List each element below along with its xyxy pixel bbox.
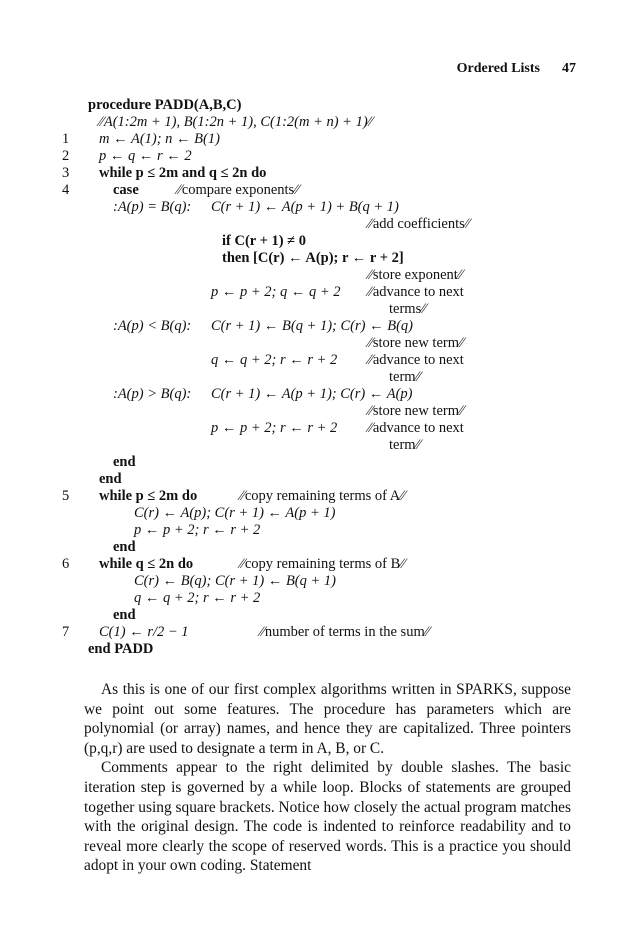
code-line: p ← p + 2; r ← r + 2 <box>134 522 261 538</box>
code-comment: term⁄⁄ <box>389 437 421 453</box>
line-number: 2 <box>62 148 70 164</box>
code-line: C(r) ← B(q); C(r + 1) ← B(q + 1) <box>134 573 336 589</box>
code-line: q ← q + 2; r ← r + 2 <box>134 590 261 606</box>
case-label: :A(p) < B(q): <box>113 318 192 334</box>
code-keyword: case <box>113 182 139 198</box>
code-line: then [C(r) ← A(p); r ← r + 2] <box>222 250 404 266</box>
procedure-end: end PADD <box>88 641 154 657</box>
code-comment: terms⁄⁄ <box>389 301 427 317</box>
code-line: C(r) ← A(p); C(r + 1) ← A(p + 1) <box>134 505 336 521</box>
paragraph: Comments appear to the right delimited by double slashes. The basic iteration step is governed by a while loop. Blocks of statements are grouped together using square brackets. Notice how closely the actual program matches with the original design. The code is indented to reinforce readability and to reveal more clearly the scope of reserved words. This is a practice you should adopt in your own coding. Statement <box>84 759 571 875</box>
code-comment: ⁄⁄copy remaining terms of B⁄⁄ <box>240 556 406 572</box>
code-comment: term⁄⁄ <box>389 369 421 385</box>
code-line: m ← A(1); n ← B(1) <box>99 131 220 147</box>
paragraph: As this is one of our first complex algorithms written in SPARKS, suppose we point out some features. The procedure has parameters which are polynomial (or array) names, and hence they are capitalized. Three pointers (p,q,r) are used to designate a term in A, B, or C. <box>84 681 571 757</box>
case-label: :A(p) = B(q): <box>113 199 192 215</box>
procedure-header: procedure PADD(A,B,C) <box>88 97 242 113</box>
code-comment: ⁄⁄store new term⁄⁄ <box>368 335 464 351</box>
code-line: C(1) ← r/2 − 1 <box>99 624 189 640</box>
code-line: C(r + 1) ← A(p + 1) + B(q + 1) <box>211 199 399 215</box>
code-comment: ⁄⁄compare exponents⁄⁄ <box>177 182 300 198</box>
running-title: Ordered Lists <box>456 61 540 76</box>
line-number: 1 <box>62 131 70 147</box>
code-comment: ⁄⁄number of terms in the sum⁄⁄ <box>260 624 430 640</box>
code-keyword: end <box>113 454 136 470</box>
line-number: 3 <box>62 165 70 181</box>
code-comment: ⁄⁄advance to next <box>368 352 464 368</box>
code-line: C(r + 1) ← B(q + 1); C(r) ← B(q) <box>211 318 413 334</box>
code-line: p ← q ← r ← 2 <box>99 148 192 164</box>
code-line: while q ≤ 2n do <box>99 556 194 572</box>
code-keyword: end <box>113 607 136 623</box>
code-comment: ⁄⁄advance to next <box>368 284 464 300</box>
code-comment: ⁄⁄advance to next <box>368 420 464 436</box>
running-header <box>435 61 576 77</box>
code-comment: ⁄⁄store new term⁄⁄ <box>368 403 464 419</box>
line-number: 7 <box>62 624 70 640</box>
page-number: 47 <box>562 61 576 76</box>
code-line: while p ≤ 2m and q ≤ 2n do <box>99 165 267 181</box>
code-line: q ← q + 2; r ← r + 2 <box>211 352 338 368</box>
body-text <box>84 680 571 876</box>
line-number: 4 <box>62 182 70 198</box>
line-number: 6 <box>62 556 70 572</box>
code-comment: ⁄⁄add coefficients⁄⁄ <box>368 216 470 232</box>
code-comment: ⁄⁄store exponent⁄⁄ <box>368 267 463 283</box>
code-keyword: end <box>99 471 122 487</box>
case-label: :A(p) > B(q): <box>113 386 192 402</box>
code-line: C(r + 1) ← A(p + 1); C(r) ← A(p) <box>211 386 413 402</box>
code-keyword: end <box>113 539 136 555</box>
code-comment: ⁄⁄copy remaining terms of A⁄⁄ <box>240 488 406 504</box>
code-line: p ← p + 2; r ← r + 2 <box>211 420 338 436</box>
line-number: 5 <box>62 488 70 504</box>
code-line: while p ≤ 2m do <box>99 488 198 504</box>
code-line: p ← p + 2; q ← q + 2 <box>211 284 341 300</box>
code-line: if C(r + 1) ≠ 0 <box>222 233 307 249</box>
declaration-comment: ⁄⁄A(1:2m + 1), B(1:2n + 1), C(1:2(m + n) + 1)⁄⁄ <box>99 114 373 130</box>
